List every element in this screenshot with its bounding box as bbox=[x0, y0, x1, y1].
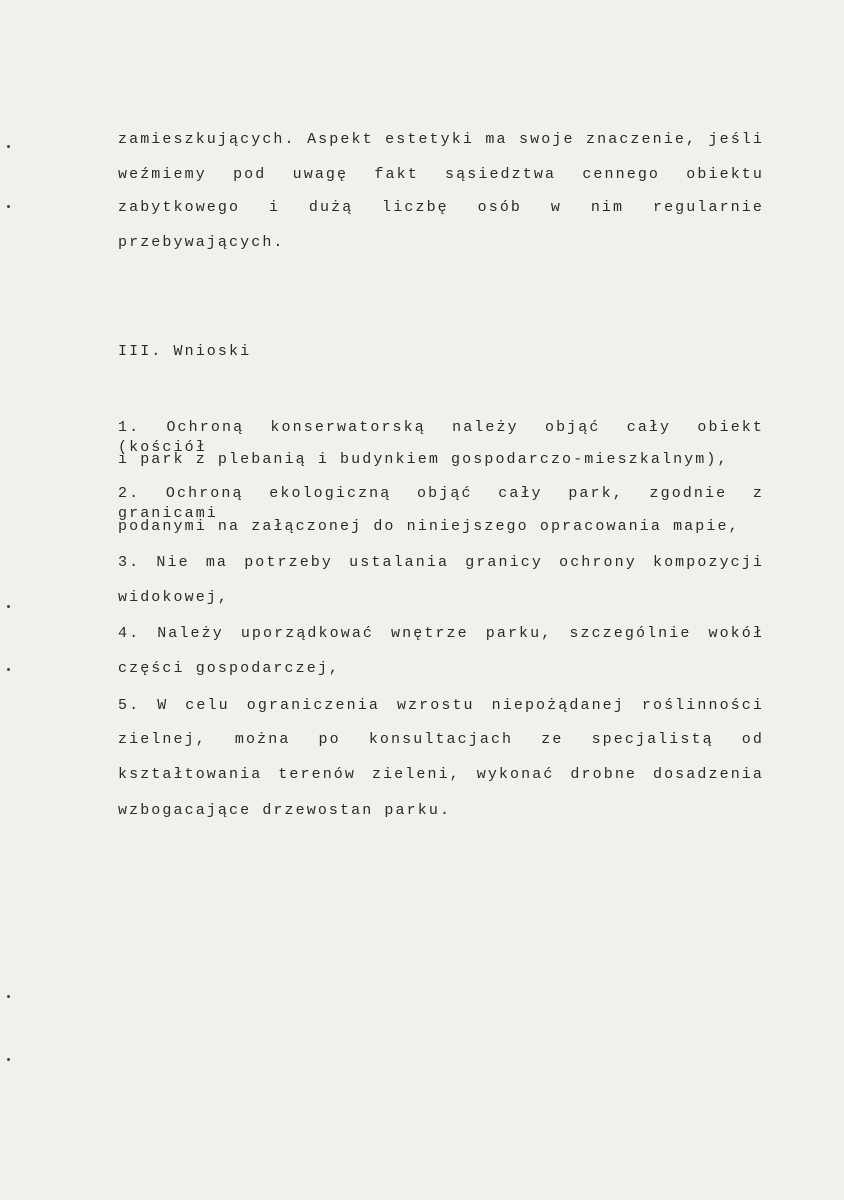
conclusion-line: i park z plebanią i budynkiem gospodarczo-mieszkalnym), bbox=[118, 451, 729, 468]
conclusion-line: podanymi na załączonej do niniejszego opracowania mapie, bbox=[118, 518, 740, 535]
section-heading: III. Wnioski bbox=[118, 343, 252, 360]
conclusion-line: zielnej, można po konsultacjach ze specjalistą od bbox=[118, 731, 764, 748]
conclusion-line: 4. Należy uporządkować wnętrze parku, szczególnie wokół bbox=[118, 625, 764, 642]
conclusion-line: wzbogacające drzewostan parku. bbox=[118, 802, 452, 819]
conclusion-line: 3. Nie ma potrzeby ustalania granicy ochrony kompozycji bbox=[118, 554, 764, 571]
margin-mark bbox=[7, 1058, 10, 1061]
conclusion-line: widokowej, bbox=[118, 589, 230, 606]
conclusion-line: 1. Ochroną konserwatorską należy objąć cały obiekt (kościół bbox=[118, 419, 764, 456]
paragraph-line: weźmiemy pod uwagę fakt sąsiedztwa cennego obiektu bbox=[118, 166, 764, 183]
conclusion-line: 5. W celu ograniczenia wzrostu niepożądanej roślinności bbox=[118, 697, 764, 714]
conclusion-line: 2. Ochroną ekologiczną objąć cały park, zgodnie z granicami bbox=[118, 485, 764, 522]
paragraph-line: zamieszkujących. Aspekt estetyki ma swoje znaczenie, jeśli bbox=[118, 131, 764, 148]
margin-mark bbox=[7, 995, 10, 998]
margin-mark bbox=[7, 145, 10, 148]
margin-mark bbox=[7, 205, 10, 208]
paragraph-line: przebywających. bbox=[118, 234, 285, 251]
margin-mark bbox=[7, 605, 10, 608]
paragraph-line: zabytkowego i dużą liczbę osób w nim regularnie bbox=[118, 199, 764, 216]
conclusion-line: kształtowania terenów zieleni, wykonać drobne dosadzenia bbox=[118, 766, 764, 783]
conclusion-line: części gospodarczej, bbox=[118, 660, 341, 677]
margin-mark bbox=[7, 668, 10, 671]
